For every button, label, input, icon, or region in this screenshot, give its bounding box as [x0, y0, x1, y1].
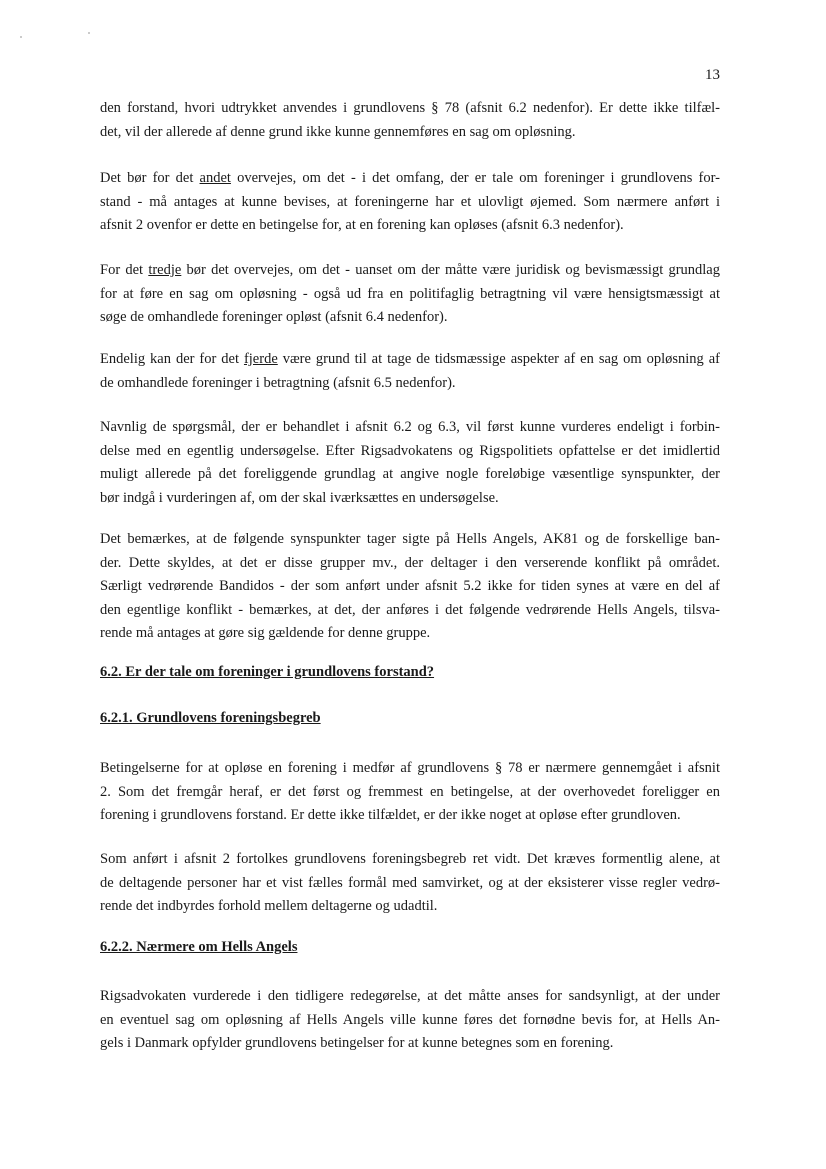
text-line: gels i Danmark opfylder grundlovens betingelser for at kunne betegnes som en forening. — [100, 1035, 614, 1051]
text-span: bør det overvejes, om det - uanset om der måtte være juridisk og bevismæssigt grundlag — [181, 262, 720, 278]
text-line: den forstand, hvori udtrykket anvendes i grundlovens § 78 (afsnit 6.2 nedenfor). Er dette ikke tilfæl- — [100, 100, 720, 116]
page-number: 13 — [705, 67, 720, 83]
text-line: for at føre en sag om opløsning - også ud fra en politifaglig betragtning vil være hensigtsmæssigt at — [100, 285, 720, 302]
emphasis-andet: andet — [199, 170, 231, 186]
emphasis-tredje: tredje — [148, 262, 182, 278]
text-line — [100, 348, 720, 372]
text-span: For det — [100, 262, 149, 278]
text-span: Endelig kan der for det — [100, 351, 244, 367]
text-line: rende det indbyrdes forhold mellem deltagerne og udadtil. — [100, 898, 438, 914]
paragraph-2 — [100, 167, 720, 238]
text-line: den egentlige konflikt - bemærkes, at det, der anføres i det følgende vedrørende Hells Angels, tilsva- — [100, 601, 720, 618]
section-heading-6-2-2: 6.2.2. Nærmere om Hells Angels — [100, 939, 298, 955]
paragraph-5 — [100, 416, 720, 510]
text-line: delse med en egentlig undersøgelse. Efter Rigsadvokatens og Rigspolitiets opfattelse er det imidlertid — [100, 442, 720, 459]
text-line: Betingelserne for at opløse en forening i medfør af grundlovens § 78 er nærmere gennemgået i afsnit — [100, 760, 720, 776]
text-line: muligt allerede på det foreliggende grundlag at angive nogle foreløbige væsentlige synspunkter, der — [100, 466, 720, 482]
text-span: være grund til at tage de tidsmæssige aspekter af en sag om opløsning af — [277, 351, 721, 367]
paragraph-4 — [100, 348, 720, 395]
text-line: det, vil der allerede af denne grund ikke kunne gennemføres en sag om opløsning. — [100, 123, 576, 140]
scan-speck — [88, 32, 90, 34]
paragraph-9 — [100, 985, 720, 1056]
text-line: forening i grundlovens forstand. Er dette ikke tilfældet, er der ikke noget at opløse efter grundloven. — [100, 807, 681, 823]
paragraph-3 — [100, 259, 720, 330]
text-line: der. Dette skyldes, at det er disse grupper mv., der deltager i den verserende konflikt på området. — [100, 554, 720, 571]
text-span: Det bør for det — [100, 170, 200, 186]
paragraph-8 — [100, 848, 720, 919]
text-line: stand - må antages at kunne bevises, at foreningerne har et ulovligt øjemed. Som nærmere anført i — [100, 193, 720, 210]
text-line: Som anført i afsnit 2 fortolkes grundlovens foreningsbegreb ret vidt. Det kræves formentlig alene, at — [100, 851, 720, 867]
text-line: Rigsadvokaten vurderede i den tidligere redegørelse, at det måtte anses for sandsynligt, at der under — [100, 988, 720, 1004]
paragraph-7 — [100, 757, 720, 828]
paragraph-6 — [100, 528, 720, 646]
text-line: en eventuel sag om opløsning af Hells Angels ville kunne føres det fornødne bevis for, at Hells An- — [100, 1011, 720, 1028]
text-line: 2. Som det fremgår heraf, er det først og fremmest en betingelse, at der overhovedet foreligger en — [100, 783, 720, 800]
text-line: søge de omhandlede foreninger opløst (afsnit 6.4 nedenfor). — [100, 309, 448, 325]
paragraph-1 — [100, 97, 720, 144]
text-line — [100, 167, 720, 191]
section-heading-6-2-1: 6.2.1. Grundlovens foreningsbegreb — [100, 710, 321, 726]
text-line — [100, 259, 720, 283]
text-line: de deltagende personer har et vist fælles formål med samvirket, og at der eksisterer visse regler vedrø- — [100, 874, 720, 891]
emphasis-fjerde: fjerde — [243, 351, 278, 367]
section-heading-6-2: 6.2. Er der tale om foreninger i grundlovens forstand? — [100, 664, 435, 680]
text-line: de omhandlede foreninger i betragtning (afsnit 6.5 nedenfor). — [100, 374, 456, 391]
text-span: overvejes, om det - i det omfang, der er tale om foreninger i grundlovens for- — [230, 170, 721, 186]
text-line: Særligt vedrørende Bandidos - der som anført under afsnit 5.2 ikke for tiden synes at være en del af — [100, 578, 720, 594]
text-line: bør indgå i vurderingen af, om der skal iværksættes en undersøgelse. — [100, 489, 499, 506]
scan-speck — [20, 36, 22, 38]
text-line: afsnit 2 ovenfor er dette en betingelse for, at en forening kan opløses (afsnit 6.3 nedenfor). — [100, 217, 624, 233]
text-line: rende må antages at gøre sig gældende for denne gruppe. — [100, 625, 431, 641]
text-line: Det bemærkes, at de følgende synspunkter tager sigte på Hells Angels, AK81 og de forskellige ban- — [100, 531, 720, 547]
text-line: Navnlig de spørgsmål, der er behandlet i afsnit 6.2 og 6.3, vil først kunne vurderes endeligt i forbin- — [100, 419, 720, 435]
